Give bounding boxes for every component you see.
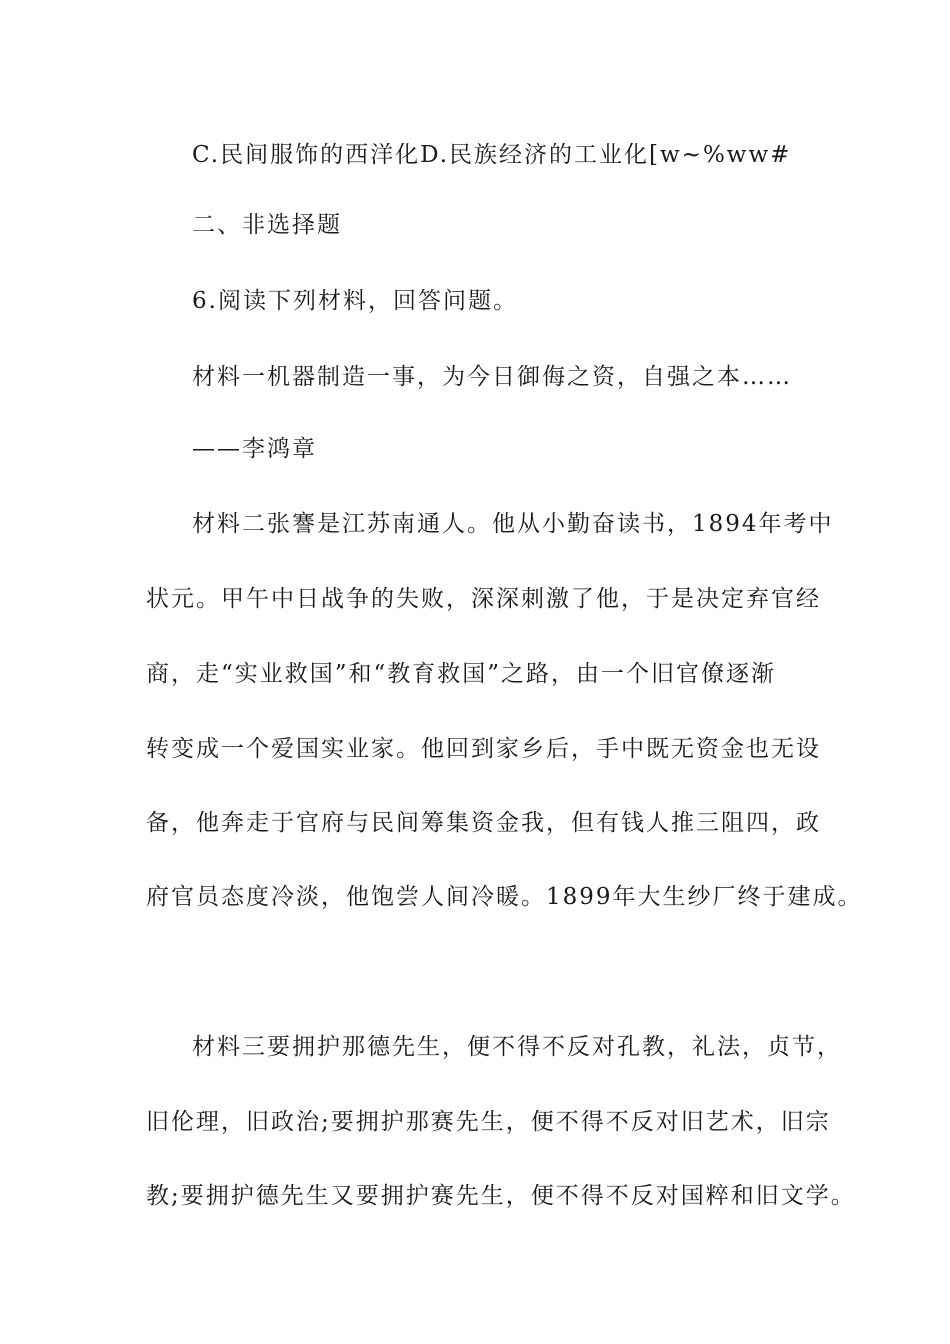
material3-line: 材料三要拥护那德先生，便不得不反对孔教，礼法，贞节， — [192, 1034, 842, 1060]
options-line: C.民间服饰的西洋化D.民族经济的工业化[w~%ww# — [192, 142, 792, 168]
material2-line: 状元。甲午中日战争的失败，深深刺激了他，于是决定弃官经 — [146, 586, 821, 612]
material2-line: 转变成一个爱国实业家。他回到家乡后，手中既无资金也无设 — [146, 736, 821, 762]
material2-line: 备，他奔走于官府与民间筹集资金我，但有钱人推三阻四，政 — [146, 810, 821, 836]
material1-attribution: ——李鸿章 — [192, 436, 317, 462]
question-line: 6.阅读下列材料，回答问题。 — [192, 288, 518, 314]
material3-line: 旧伦理，旧政治;要拥护那赛先生，便不得不反对旧艺术，旧宗 — [146, 1109, 831, 1135]
material2-line: 材料二张謇是江苏南通人。他从小勤奋读书，1894年考中 — [192, 511, 834, 537]
section-title: 二、非选择题 — [192, 212, 342, 238]
material2-line: 府官员态度冷淡，他饱尝人间冷暖。1899年大生纱厂终于建成。 — [146, 884, 863, 910]
material3-line: 教;要拥护德先生又要拥护赛先生，便不得不反对国粹和旧文学。 — [146, 1183, 856, 1209]
material2-line: 商，走“实业救国”和“教育救国”之路，由一个旧官僚逐渐 — [146, 661, 777, 687]
material1-text: 材料一机器制造一事，为今日御侮之资，自强之本…… — [192, 364, 792, 390]
